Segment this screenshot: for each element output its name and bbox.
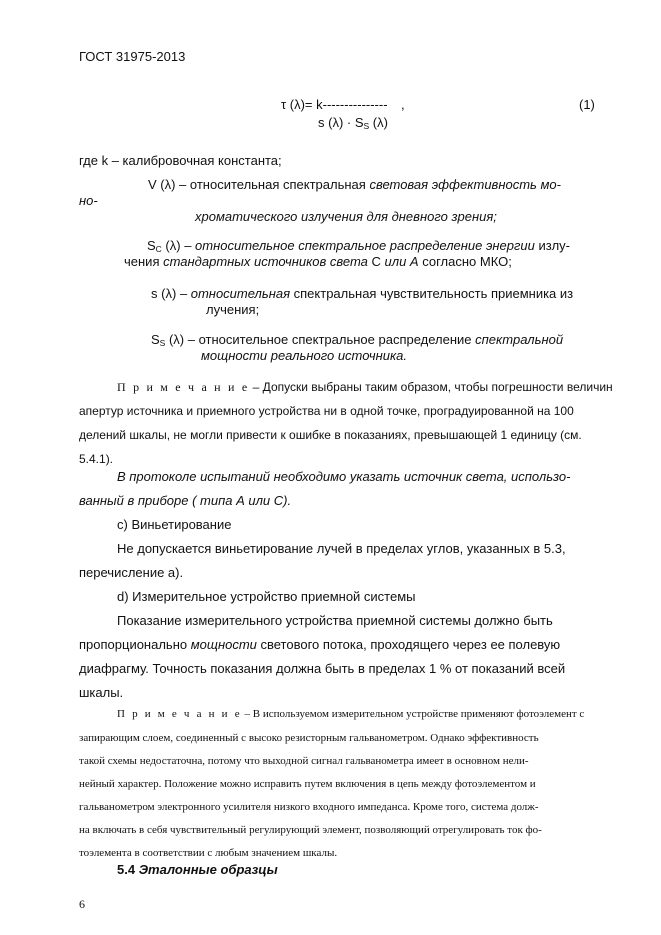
measuring-line3: диафрагму. Точность показания должна быть в пределах 1 % от показаний всей <box>79 661 566 676</box>
note2-label: П р и м е ч а н и е <box>117 708 242 720</box>
note2-line4: нейный характер. Положение можно исправить путем включения в цепь между фотоэлементом и <box>79 778 536 790</box>
section-number: 5.4 <box>117 862 139 877</box>
section-heading <box>117 862 278 877</box>
definition-s-line1: s (λ) – относительная спектральная чувствительность приемника из <box>151 286 574 301</box>
definition-sc-line1: $S_C$ (λ) – относительное спектральное распределение энергии излу- <box>147 238 570 254</box>
note1-label: П р и м е ч а н и е <box>117 380 250 394</box>
note1-line3: делений шкалы, не могли привести к ошибке в показаниях, превышающей 1 единицу (см. <box>79 428 582 442</box>
note1-line4: 5.4.1). <box>79 452 114 466</box>
definition-k: где k – калибровочная константа; <box>79 153 282 168</box>
section-title: Эталонные образцы <box>138 862 278 877</box>
definition-v-wrap: но- <box>79 193 98 208</box>
formula-comma: , <box>401 97 405 112</box>
note2-line3: такой схемы недостаточна, потому что выходной сигнал гальванометра имеет в основном нели- <box>79 755 529 767</box>
formula-number: (1) <box>579 97 595 112</box>
note1-line2: апертур источника и приемного устройства ни в одной точке, проградуированной на 100 <box>79 404 574 418</box>
vignetting-line1: Не допускается виньетирование лучей в пределах углов, указанных в 5.3, <box>117 541 566 556</box>
protocol-line1: В протоколе испытаний необходимо указать источник света, использо- <box>117 469 571 484</box>
formula-numerator: τ (λ)= k--------------- <box>281 97 388 112</box>
definition-ss-line2: мощности реального источника. <box>201 348 407 363</box>
measuring-line1: Показание измерительного устройства приемной системы должно быть <box>117 613 553 628</box>
vignetting-line2: перечисление а). <box>79 565 184 580</box>
definition-v-line2: хроматического излучения для дневного зрения; <box>195 209 497 224</box>
definition-v-line1: V (λ) – относительная спектральная световая эффективность мо- <box>148 177 561 192</box>
formula-denominator: s $(\lambda) \cdot S_S$ (λ) <box>318 115 388 131</box>
protocol-line2: ванный в приборе ( типа А или С). <box>79 493 292 508</box>
note2-line2: запирающим слоем, соединенный с высоко резисторным гальванометром. Однако эффективность <box>79 732 539 744</box>
note2-line6: на включать в себя чувствительный регулирующий элемент, позволяющий отрегулировать ток фо- <box>79 824 542 836</box>
note2-line1: П р и м е ч а н и е – В используемом измерительном устройстве применяют фотоэлемент с <box>117 708 585 720</box>
standard-code-header: ГОСТ 31975-2013 <box>79 49 186 64</box>
note2-line7: тоэлемента в соответствии с любым значением шкалы. <box>79 847 338 859</box>
definition-sc-line2: чения стандартных источников света С или А согласно МКО; <box>124 254 512 269</box>
definition-s-line2: лучения; <box>206 302 260 317</box>
page-number: 6 <box>79 897 85 911</box>
vignetting-heading: с) Виньетирование <box>117 517 232 532</box>
measuring-line4: шкалы. <box>79 685 124 700</box>
definition-ss-line1: $S_S$ (λ) – относительное спектральное распределение спектральной <box>151 332 564 348</box>
measuring-line2: пропорционально мощности светового потока, проходящего через ее полевую <box>79 637 561 652</box>
note2-line5: гальванометром электронного усилителя низкого входного импеданса. Кроме того, система долж- <box>79 801 539 813</box>
note1-line1: П р и м е ч а н и е – Допуски выбраны таким образом, чтобы погрешности величин <box>117 380 613 394</box>
measuring-heading: d) Измерительное устройство приемной системы <box>117 589 416 604</box>
